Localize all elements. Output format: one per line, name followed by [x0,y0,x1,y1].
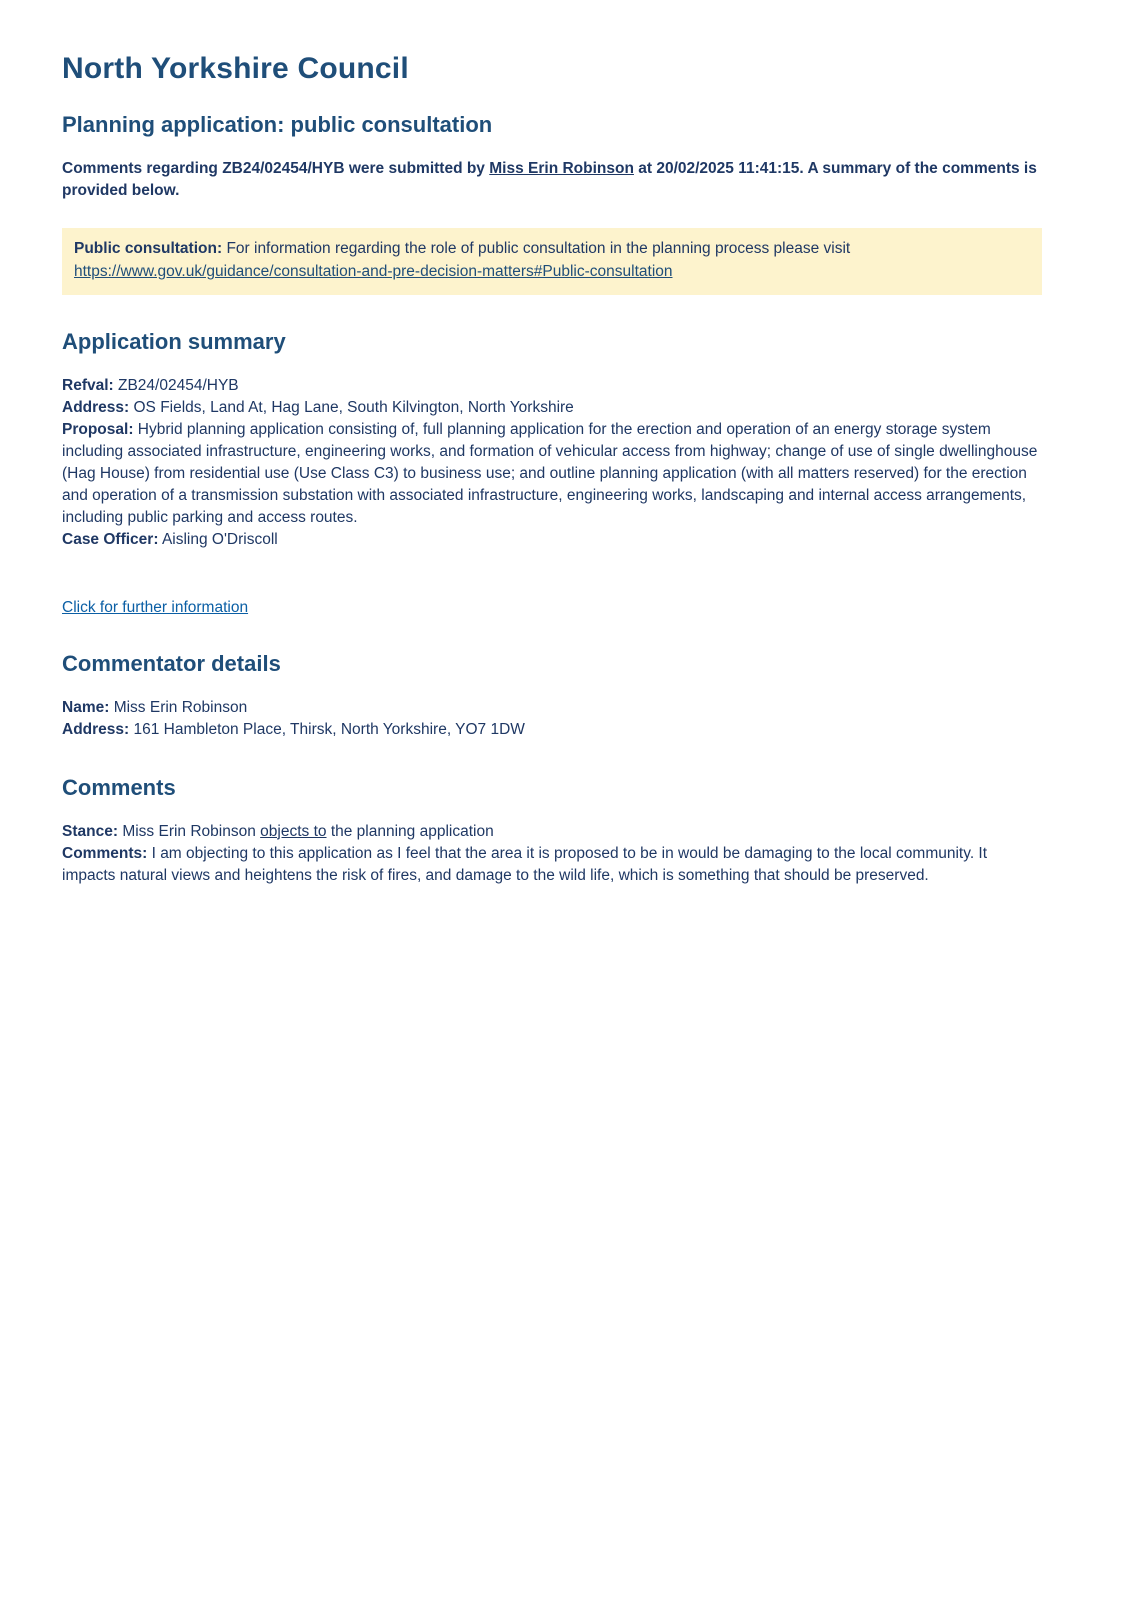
case-officer-row [62,529,1042,551]
notice-label: Public consultation: [74,240,223,257]
heading-commentator-details: Commentator details [62,650,281,676]
gov-uk-consultation-link[interactable]: https://www.gov.uk/guidance/consultation-and-pre-decision-matters#Public-consultation [74,263,673,281]
page-subtitle: Planning application: public consultation [62,112,493,137]
stance-label: Stance: [62,822,118,840]
case-officer-label: Case Officer: [62,530,159,548]
refval-row [62,375,1042,397]
commentator-name-value: Miss Erin Robinson [113,698,248,716]
intro-prefix: Comments regarding ZB24/02454/HYB were submitted by [62,160,485,177]
commentator-details-block [62,697,1042,741]
commentator-name-row [62,697,1042,719]
commenter-name-link[interactable]: Miss Erin Robinson [489,160,634,177]
page-title: North Yorkshire Council [62,52,409,85]
comments-label: Comments: [62,844,148,862]
proposal-label: Proposal: [62,420,134,438]
case-officer-value: Aisling O'Driscoll [161,530,278,548]
intro-paragraph [62,158,1042,202]
application-address-row [62,397,1042,419]
refval-value: ZB24/02454/HYB [118,376,239,394]
application-summary-block [62,375,1042,551]
stance-row [62,821,1042,843]
commentator-address-label: Address: [62,720,130,738]
commentator-address-value: 161 Hambleton Place, Thirsk, North Yorkshire, YO7 1DW [133,720,525,738]
proposal-row [62,419,1042,529]
intro-suffix: at 20/02/2025 11:41:15. A summary of the comments is provided below. [62,160,1037,199]
comments-value: I am objecting to this application as I feel that the area it is proposed to be in would be damaging to the local community. It impacts natural views and heightens the risk of fires, and damage to the wild life, which is something that should be preserved. [62,844,988,884]
application-address-value: OS Fields, Land At, Hag Lane, South Kilvington, North Yorkshire [133,398,574,416]
comments-text-row [62,843,1042,887]
comments-block [62,821,1042,887]
refval-label: Refval: [62,376,114,394]
stance-objects-link[interactable]: objects to [260,822,327,840]
heading-comments: Comments [62,774,176,800]
public-consultation-notice [62,228,1042,295]
heading-application-summary: Application summary [62,328,286,354]
notice-text: For information regarding the role of public consultation in the planning process please visit [226,240,851,257]
stance-suffix: the planning application [330,822,494,840]
commentator-address-row [62,719,1042,741]
further-information-link[interactable]: Click for further information [62,598,249,616]
commentator-name-label: Name: [62,698,110,716]
proposal-value: Hybrid planning application consisting of, full planning application for the erection and operation of an energy storage system including associated infrastructure, engineering works, and formation of vehicular access from highway; change of use of single dwellinghouse (Hag House) from residential use (Use Class C3) to business use; and outline planning application (with all matters reserved) for the erection and operation of a transmission substation with associated infrastructure, engineering works, landscaping and internal access arrangements, including public parking and access routes. [62,420,1038,526]
application-address-label: Address: [62,398,130,416]
stance-prefix: Miss Erin Robinson [122,822,256,840]
